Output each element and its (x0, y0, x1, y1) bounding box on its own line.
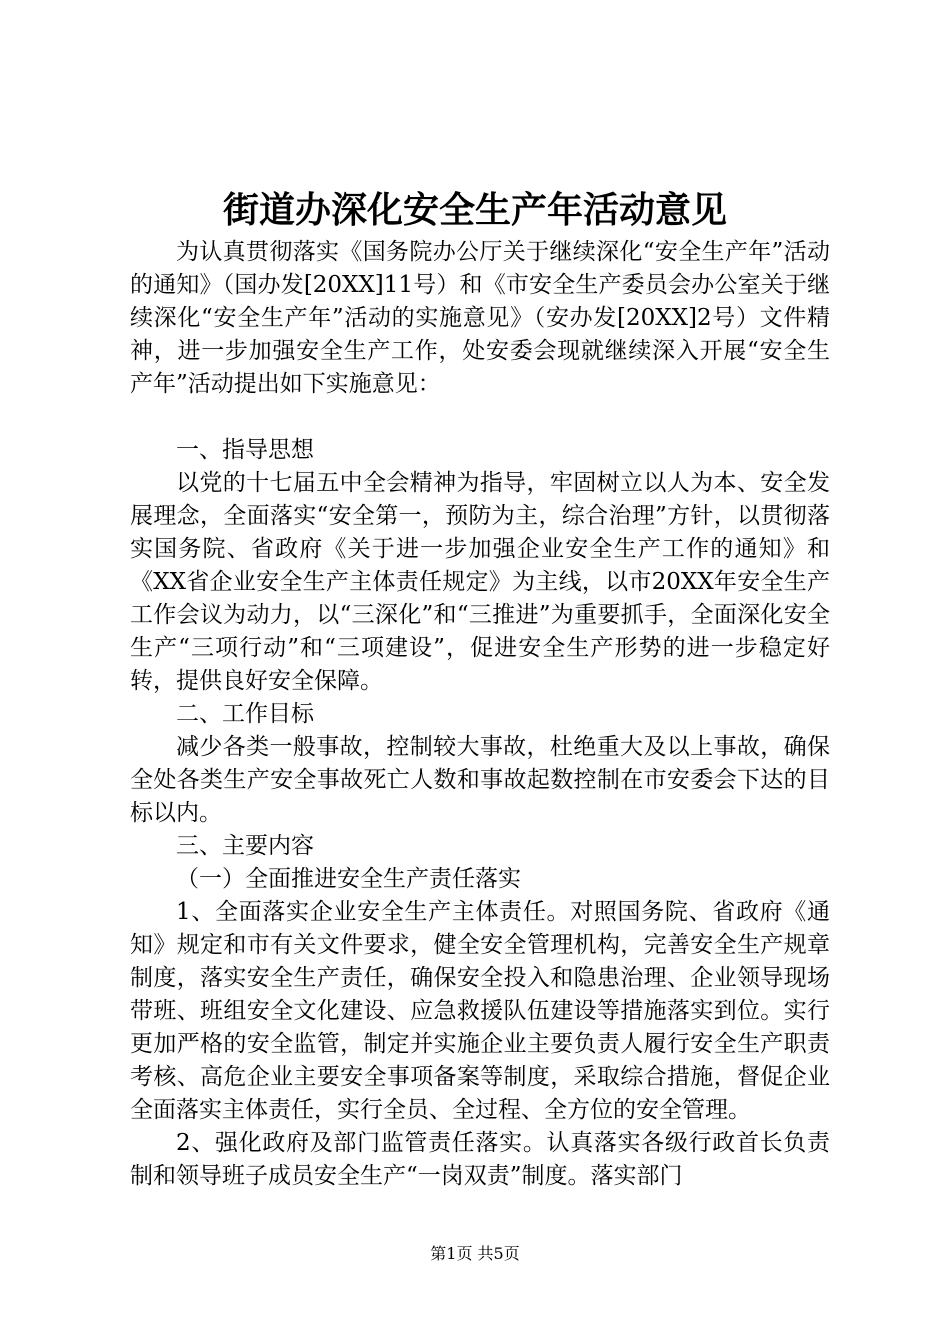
body-paragraph: 减少各类一般事故，控制较大事故，杜绝重大及以上事故，确保全处各类生产安全事故死亡人数和事故起数控制在市安委会下达的目标以内。 (130, 734, 830, 826)
subsection-heading: （一）全面推进安全生产责任落实 (176, 866, 521, 892)
section-heading-work-goals: 二、工作目标 (176, 701, 314, 727)
body-paragraph: 2、强化政府及部门监管责任落实。认真落实各级行政首长负责制和领导班子成员安全生产“一岗双责”制度。落实部门 (130, 1130, 830, 1189)
document-title: 街道办深化安全生产年活动意见 (222, 189, 727, 231)
body-paragraph: 以党的十七届五中全会精神为指导，牢固树立以人为本、安全发展理念，全面落实“安全第一，预防为主，综合治理”方针，以贯彻落实国务院、省政府《关于进一步加强企业安全生产工作的通知》和《XX省企业安全生产主体责任规定》为主线，以市20XX年安全生产工作会议为动力，以“三深化”和“三推进”为重要抓手，全面深化安全生产“三项行动”和“三项建设”，促进安全生产形势的进一步稳定好转，提供良好安全保障。 (130, 470, 830, 694)
document-body (130, 236, 830, 1193)
intro-paragraph: 为认真贯彻落实《国务院办公厅关于继续深化“安全生产年”活动的通知》（国办发[20XX]11号）和《市安全生产委员会办公室关于继续深化“安全生产年”活动的实施意见》（安办发[20XX]2号）文件精神，进一步加强安全生产工作，处安委会现就继续深入开展“安全生产年”活动提出如下实施意见： (130, 239, 830, 397)
section-heading-main-content: 三、主要内容 (176, 833, 314, 859)
page-footer: 第1页 共5页 (430, 1244, 520, 1263)
body-paragraph: 1、全面落实企业安全生产主体责任。对照国务院、省政府《通知》规定和市有关文件要求，健全安全管理机构，完善安全生产规章制度，落实安全生产责任，确保安全投入和隐患治理、企业领导现场带班、班组安全文化建设、应急救援队伍建设等措施落实到位。实行更加严格的安全监管，制定并实施企业主要负责人履行安全生产职责考核、高危企业主要安全事项备案等制度，采取综合措施，督促企业全面落实主体责任，实行全员、全过程、全方位的安全管理。 (130, 899, 830, 1123)
section-heading-guiding-ideology: 一、指导思想 (176, 437, 314, 463)
